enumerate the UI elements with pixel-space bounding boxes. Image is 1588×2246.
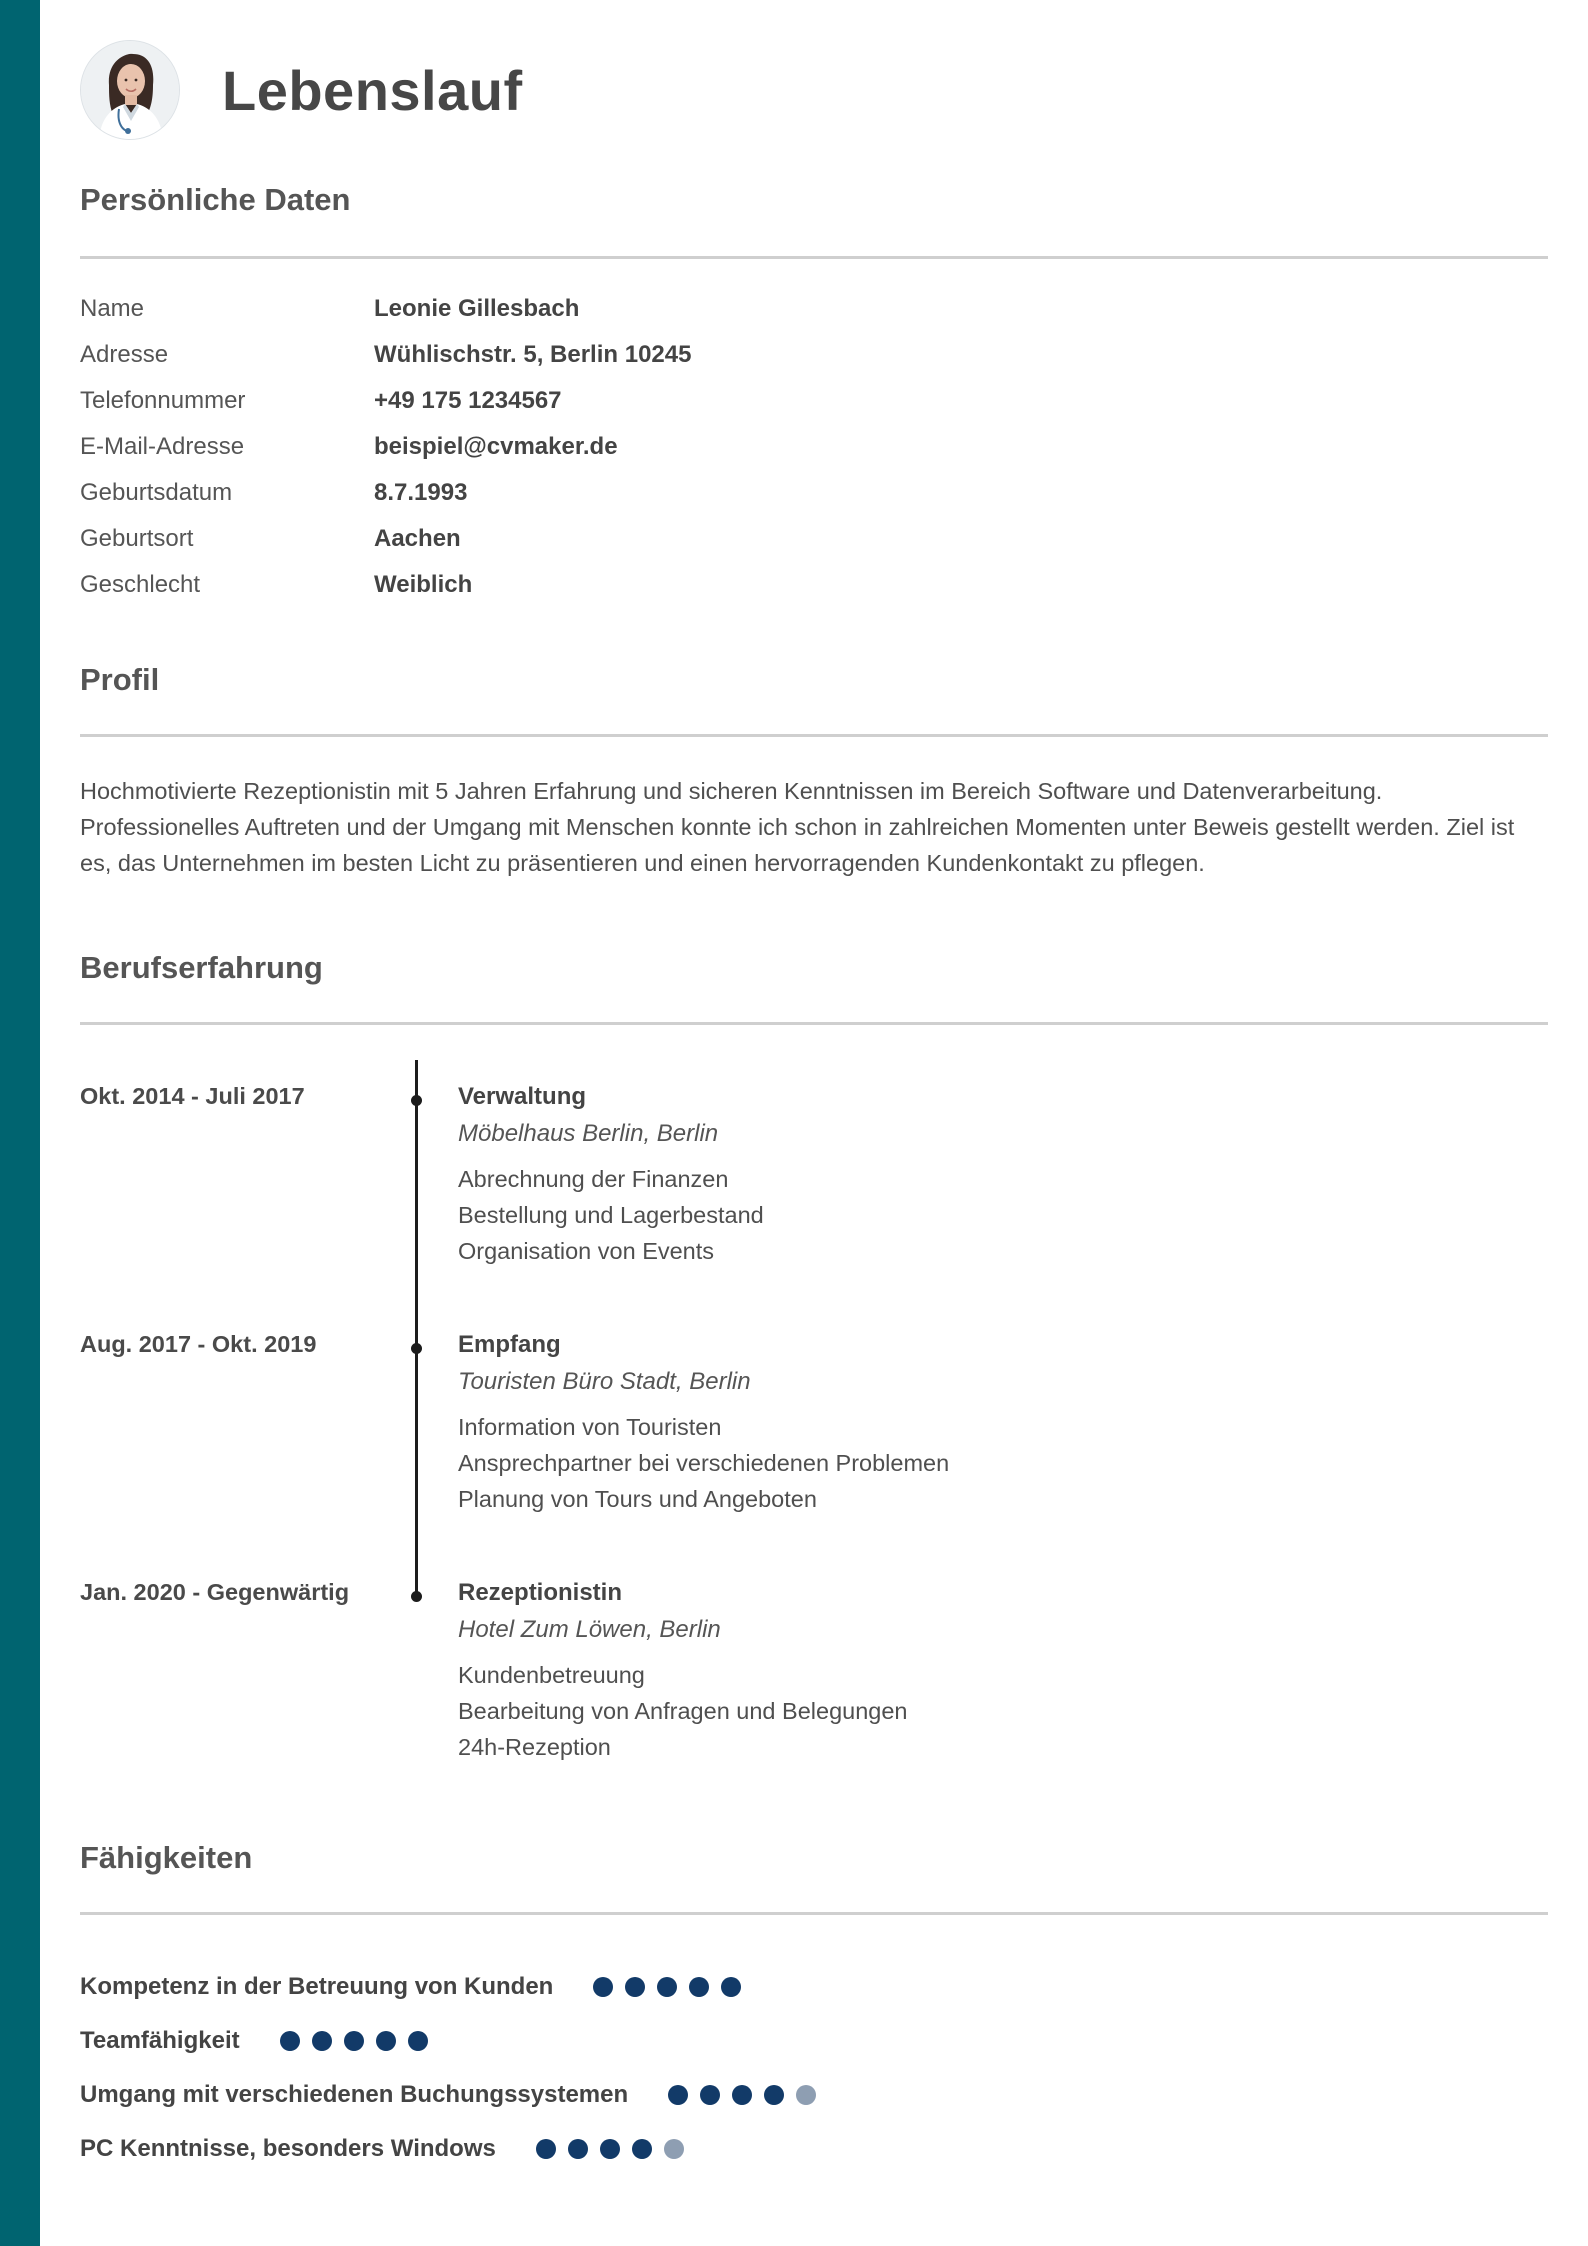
task-item: Abrechnung der Finanzen: [458, 1166, 729, 1192]
profile-section: [80, 660, 1548, 700]
page-title: Lebenslauf: [222, 58, 523, 122]
timeline-dot: [411, 1343, 422, 1354]
cv-header: [80, 40, 523, 140]
field-value: +49 175 1234567: [374, 387, 562, 414]
company-name: Touristen Büro Stadt, Berlin: [458, 1368, 751, 1395]
rating-dot-filled: [689, 1977, 709, 1997]
section-heading: Fähigkeiten: [80, 1840, 253, 1875]
experience-body: [458, 1081, 764, 1269]
task-list: [458, 1409, 949, 1517]
field-label: Geschlecht: [80, 571, 201, 598]
task-item: Bestellung und Lagerbestand: [458, 1202, 764, 1228]
rating-dot-filled: [600, 2139, 620, 2159]
task-list: [458, 1657, 907, 1765]
section-divider: [80, 734, 1548, 737]
task-item: Information von Touristen: [458, 1414, 722, 1440]
experience-date: Jan. 2020 - Gegenwärtig: [80, 1579, 350, 1605]
section-heading: Persönliche Daten: [80, 182, 351, 217]
field-label: Geburtsort: [80, 525, 194, 552]
rating-dot-filled: [657, 1977, 677, 1997]
skill-name: Kompetenz in der Betreuung von Kunden: [80, 1973, 554, 2000]
rating-dot-empty: [664, 2139, 684, 2159]
task-item: Bearbeitung von Anfragen und Belegungen: [458, 1698, 908, 1724]
rating-dot-filled: [408, 2031, 428, 2051]
field-value: Weiblich: [374, 571, 473, 598]
rating-dot-empty: [796, 2085, 816, 2105]
job-title: Rezeptionistin: [458, 1579, 623, 1606]
rating-dot-filled: [764, 2085, 784, 2105]
skill-row: [80, 2025, 428, 2057]
skill-name: Umgang mit verschiedenen Buchungssystemen: [80, 2081, 629, 2108]
task-list: [458, 1161, 764, 1269]
rating-dot-filled: [376, 2031, 396, 2051]
task-item: 24h-Rezeption: [458, 1734, 611, 1760]
task-item: Kundenbetreuung: [458, 1662, 645, 1688]
task-item: Ansprechpartner bei verschiedenen Problemen: [458, 1450, 950, 1476]
company-name: Hotel Zum Löwen, Berlin: [458, 1616, 721, 1643]
field-value: beispiel@cvmaker.de: [374, 433, 618, 460]
skills-section: [80, 1838, 1548, 1878]
task-item: Organisation von Events: [458, 1238, 715, 1264]
experience-date: Okt. 2014 - Juli 2017: [80, 1083, 305, 1109]
accent-sidebar-stripe: [0, 0, 40, 2246]
skill-rating: [593, 1977, 741, 1997]
rating-dot-filled: [344, 2031, 364, 2051]
rating-dot-filled: [280, 2031, 300, 2051]
timeline-dot: [411, 1591, 422, 1602]
job-title: Verwaltung: [458, 1083, 587, 1110]
section-heading: Profil: [80, 662, 160, 697]
rating-dot-filled: [593, 1977, 613, 1997]
skill-rating: [668, 2085, 816, 2105]
field-label: Name: [80, 295, 145, 322]
field-label: Adresse: [80, 341, 169, 368]
rating-dot-filled: [668, 2085, 688, 2105]
skill-row: [80, 1971, 741, 2003]
rating-dot-filled: [536, 2139, 556, 2159]
task-item: Planung von Tours und Angeboten: [458, 1486, 817, 1512]
rating-dot-filled: [700, 2085, 720, 2105]
field-label: Geburtsdatum: [80, 479, 233, 506]
experience-body: [458, 1329, 949, 1517]
experience-date: Aug. 2017 - Okt. 2019: [80, 1331, 317, 1357]
section-divider: [80, 1912, 1548, 1915]
rating-dot-filled: [632, 2139, 652, 2159]
skill-rating: [280, 2031, 428, 2051]
experience-body: [458, 1577, 907, 1765]
field-label: E-Mail-Adresse: [80, 433, 245, 460]
field-value: Aachen: [374, 525, 461, 552]
rating-dot-filled: [732, 2085, 752, 2105]
timeline-dot: [411, 1095, 422, 1106]
section-divider: [80, 1022, 1548, 1025]
field-value: Leonie Gillesbach: [374, 295, 580, 322]
skill-name: PC Kenntnisse, besonders Windows: [80, 2135, 496, 2162]
timeline-line: [415, 1060, 418, 1598]
avatar: [80, 40, 180, 140]
field-value: Wühlischstr. 5, Berlin 10245: [374, 341, 692, 368]
portrait-photo-icon: [81, 41, 179, 139]
company-name: Möbelhaus Berlin, Berlin: [458, 1120, 719, 1147]
job-title: Empfang: [458, 1331, 561, 1358]
field-value: 8.7.1993: [374, 479, 468, 506]
skill-row: [80, 2133, 684, 2165]
rating-dot-filled: [312, 2031, 332, 2051]
profile-text: Hochmotivierte Rezeptionistin mit 5 Jahren Erfahrung und sicheren Kenntnissen im Bereich Software und Datenverarbeitung. Professionelles Auftreten und der Umgang mit Menschen konnte ich schon in zahlreichen Momenten unter Beweis gestellt werden. Ziel ist es, das Unternehmen im besten Licht zu präsentieren und einen hervorragenden Kundenkontakt zu pflegen.: [80, 778, 1515, 876]
field-label: Telefonnummer: [80, 387, 246, 414]
rating-dot-filled: [568, 2139, 588, 2159]
skill-name: Teamfähigkeit: [80, 2027, 240, 2054]
personal-data-section: [80, 180, 1548, 220]
experience-section: [80, 948, 1548, 988]
section-divider: [80, 256, 1548, 259]
skill-row: [80, 2079, 816, 2111]
rating-dot-filled: [721, 1977, 741, 1997]
section-heading: Berufserfahrung: [80, 950, 323, 985]
rating-dot-filled: [625, 1977, 645, 1997]
skill-rating: [536, 2139, 684, 2159]
